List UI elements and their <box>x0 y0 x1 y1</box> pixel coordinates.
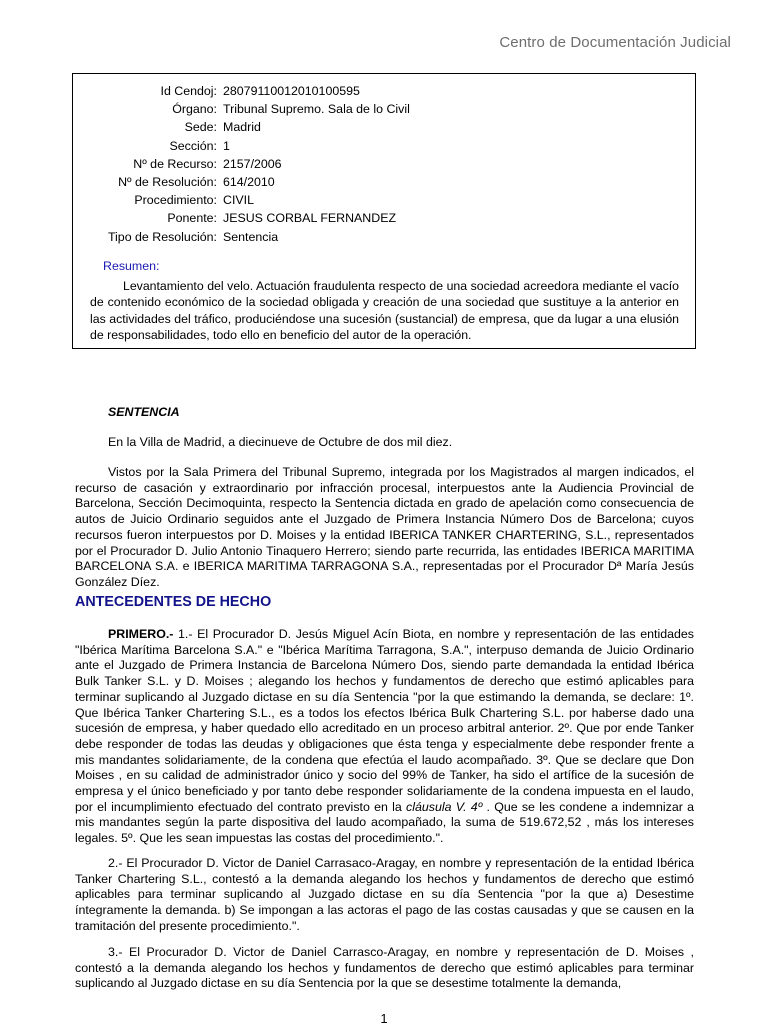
paragraph-2: 2.- El Procurador D. Victor de Daniel Carrasaco-Aragay, en nombre y representación de la entidad Ibérica Tanker Chartering S.L., contestó a la demanda alegando los hechos y fundamentos de derecho que estimó aplicables para terminar suplicando al Juzgado dictase en su día Sentencia "por la que a) Desestime íntegramente la demanda. b) Se impongan a las actoras el pago de las costas causadas y que se causen en la tramitación del presente procedimiento.". <box>75 856 694 933</box>
metadata-row <box>73 228 410 246</box>
metadata-value: 2157/2006 <box>223 156 282 171</box>
primero-text-before: 1.- El Procurador D. Jesús Miguel Acín Biota, en nombre y representación de las entidades "Ibérica Marítima Barcelona S.A." e "Ibérica Marítima Tarragona, S.A.", interpuso demanda de Juicio Ordinario ante el Juzgado de Primera Instancia de Barcelona Número Dos, siendo parte demandada la entidad Ibérica Bulk Tanker S.L. y D. Moises ; alegando los hechos y fundamentos de derecho que estimó aplicables para terminar suplicando al Juzgado dictase en su día Sentencia "por la que estimando la demanda, se declare: 1º. Que Ibérica Tanker Chartering S.L., es a todos los efectos Ibérica Bulk Chartering S.L. por haberse dado una sucesión de empresa, y haber quedado ello acreditado en un proceso arbitral anterior. 2º. Que por ende Tanker debe responder de todas las deudas y obligaciones que ésta tenga y especialmente debe responder frente a mis mandantes solidariamente, de la condena que efectúa el laudo acompañado. 3º. Que se declare que Don Moises , en su calidad de administrador único y socio del 99% de Tanker, ha sido el artífice de la sucesión de empresa y el único beneficiado y por tanto debe responder solidariamente de la condena impuesta en el laudo, por el incumplimiento efectuado del contrato previsto en la <box>75 627 694 814</box>
metadata-label: Nº de Resolución: <box>118 174 217 189</box>
primero-text-after: . Que se les condene a indemnizar a mis mandantes según la parte dispositiva del laudo acompañado, la suma de 519.672,52 , más los intereses legales. 5º. Que les sean impuestas las costas del procedimiento.". <box>75 799 694 846</box>
metadata-label: Sede: <box>184 120 217 135</box>
metadata-box <box>72 73 696 349</box>
metadata-value: 28079110012010100595 <box>223 84 360 98</box>
metadata-row <box>73 209 410 227</box>
metadata-value: 1 <box>223 138 230 153</box>
date-line: En la Villa de Madrid, a diecinueve de Octubre de dos mil diez. <box>108 435 453 449</box>
metadata-row <box>73 82 410 100</box>
metadata-label: Id Cendoj: <box>160 84 217 98</box>
metadata-value: CIVIL <box>223 193 254 208</box>
metadata-row <box>73 191 410 209</box>
metadata-label: Sección: <box>169 138 217 153</box>
metadata-label: Ponente: <box>167 211 217 226</box>
metadata-label: Nº de Recurso: <box>133 156 217 171</box>
metadata-label: Procedimiento: <box>134 193 217 208</box>
paragraph-3: 3.- El Procurador D. Victor de Daniel Carrasco-Aragay, en nombre y representación de D. Moises , contestó a la demanda alegando los hechos y fundamentos de derecho que estimó aplicables para terminar suplicando al Juzgado dictase en su día Sentencia por la que se desestime totalmente la demanda, <box>75 945 694 991</box>
metadata-row <box>73 155 410 173</box>
primero-paragraph <box>75 627 694 847</box>
metadata-value: Madrid <box>223 120 261 135</box>
intro-paragraph: Vistos por la Sala Primera del Tribunal Supremo, integrada por los Magistrados al margen indicados, el recurso de casación y extraordinario por infracción procesal, interpuestos ante la Audiencia Provincial de Barcelona, Sección Decimoquinta, respecto la Sentencia dictada en grado de apelación como consecuencia de autos de Juicio Ordinario seguidos ante el Juzgado de Primera Instancia Número Dos de Barcelona; cuyos recursos fueron interpuestos por D. Moises y la entidad IBERICA TANKER CHARTERING, S.L., representados por el Procurador D. Julio Antonio Tinaquero Herrero; siendo parte recurrida, las entidades IBERICA MARITIMA BARCELONA S.A. e IBERICA MARITIMA TARRAGONA S.A., representadas por el Procurador Dª María Jesús González Díez. <box>75 465 694 589</box>
metadata-label: Órgano: <box>172 102 217 117</box>
metadata-value: 614/2010 <box>223 174 275 189</box>
sentencia-title: SENTENCIA <box>108 405 180 419</box>
section-heading: ANTECEDENTES DE HECHO <box>75 594 272 610</box>
page-number: 1 <box>380 1011 388 1026</box>
metadata-value: Tribunal Supremo. Sala de lo Civil <box>223 102 410 117</box>
primero-label: PRIMERO.- <box>108 627 174 641</box>
metadata-value: Sentencia <box>223 229 279 244</box>
resumen-label: Resumen: <box>103 259 160 273</box>
metadata-row <box>73 118 410 136</box>
resumen-text: Levantamiento del velo. Actuación fraudulenta respecto de una sociedad acreedora mediante el vacío de contenido económico de la sociedad obligada y creación de una sociedad que sustituye a la anterior en las actividades del tráfico, produciéndose una sucesión (sustancial) de empresa, que da lugar a una elusión de responsabilidades, todo ello en beneficio del autor de la operación. <box>90 279 679 342</box>
primero-clause: cláusula V. 4º <box>406 799 483 814</box>
metadata-table <box>73 82 410 246</box>
metadata-value: JESUS CORBAL FERNANDEZ <box>223 211 397 226</box>
metadata-label: Tipo de Resolución: <box>107 229 217 244</box>
metadata-row <box>73 173 410 191</box>
metadata-row <box>73 100 410 118</box>
header-brand: Centro de Documentación Judicial <box>499 34 731 51</box>
metadata-row <box>73 137 410 155</box>
